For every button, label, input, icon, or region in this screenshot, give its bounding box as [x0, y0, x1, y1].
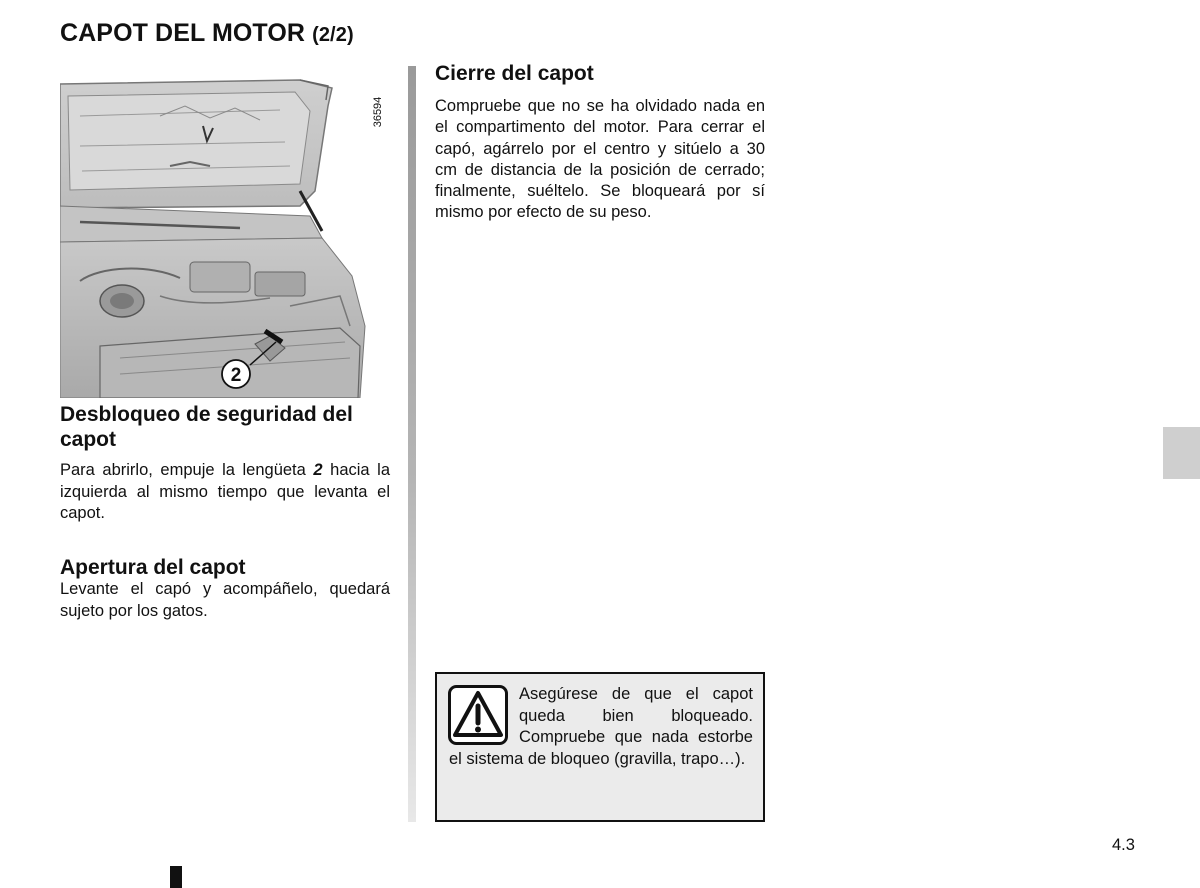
page-title	[60, 19, 354, 48]
safety-release-text: Para abrirlo, empuje la lengüeta 2 hacia la izquierda al mismo tiempo que levanta el capot.	[60, 461, 390, 522]
column-divider	[408, 66, 416, 822]
chapter-tab	[1163, 427, 1200, 479]
engine-hood-illustration	[60, 66, 390, 398]
page-number: 4.3	[1112, 836, 1135, 854]
section-heading-opening: Apertura del capot	[60, 556, 246, 579]
opening-text: Levante el capó y acompáñelo, quedará sujeto por los gatos.	[60, 580, 390, 620]
page-title-part: (2/2)	[312, 24, 354, 46]
figure-code: 36594	[372, 96, 384, 128]
warning-text: Asegúrese de que el capot queda bien bloqueado. Compruebe que nada estorbe el sistema de bloqueo (gravilla, trapo…).	[449, 685, 753, 768]
section-heading-closing: Cierre del capot	[435, 62, 594, 85]
callout-ref: 2	[313, 461, 323, 479]
page-title-text: CAPOT DEL MOTOR	[60, 19, 306, 47]
callout-2-label: 2	[230, 365, 242, 386]
warning-box	[435, 672, 765, 822]
crop-mark	[170, 866, 182, 888]
section-heading-safety-release: Desbloqueo de seguridad del capot	[60, 403, 353, 451]
closing-text: Compruebe que no se ha olvidado nada en el compartimento del motor. Para cerrar el capó, agárrelo por el centro y sitúelo a 30 cm de distancia de la posición de cerrado; finalmente, suéltelo. Se bloqueará por sí mismo por efecto de su peso.	[435, 97, 765, 222]
